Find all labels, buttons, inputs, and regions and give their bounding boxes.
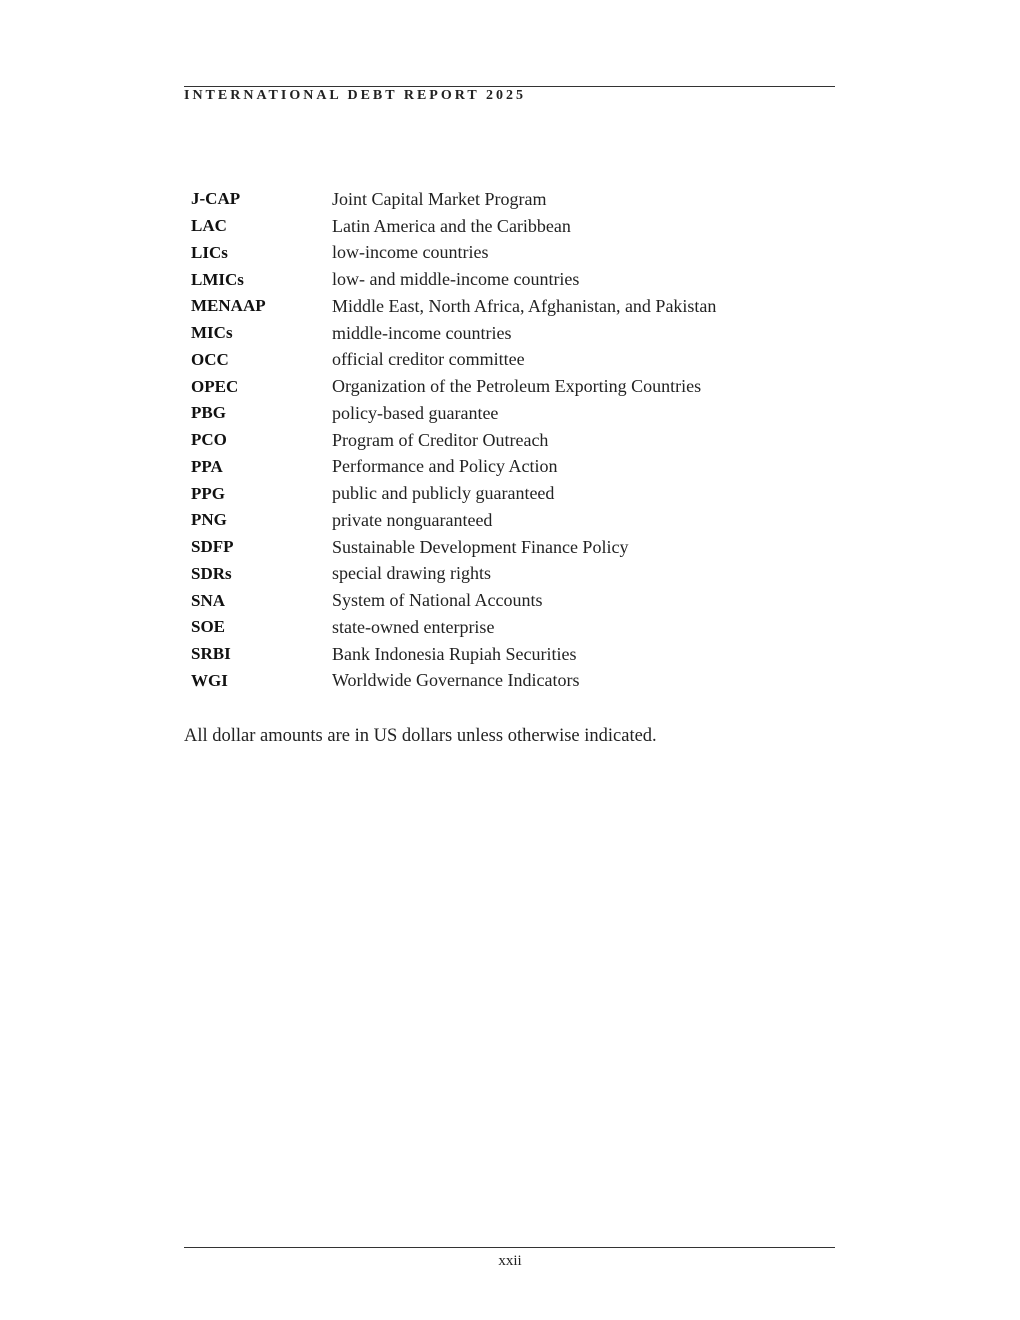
abbreviation-row — [191, 668, 831, 695]
abbreviation-definition: Bank Indonesia Rupiah Securities — [332, 643, 577, 664]
abbreviation-row — [191, 507, 831, 534]
abbreviation-row — [191, 293, 831, 320]
abbreviation-definition: System of National Accounts — [332, 590, 543, 611]
abbreviation-term: LICs — [191, 242, 228, 262]
abbreviation-term: MICs — [191, 323, 233, 343]
abbreviation-row — [191, 266, 831, 293]
abbreviation-row — [191, 400, 831, 427]
abbreviation-term: LMICs — [191, 269, 244, 289]
abbreviation-term: SOE — [191, 617, 226, 637]
abbreviation-definition: private nonguaranteed — [332, 509, 493, 530]
abbreviation-row — [191, 561, 831, 588]
abbreviation-definition: low- and middle-income countries — [332, 269, 580, 290]
abbreviation-term: J-CAP — [191, 189, 241, 209]
abbreviation-term: SDFP — [191, 537, 234, 557]
abbreviation-definition: Organization of the Petroleum Exporting Countries — [332, 376, 702, 397]
abbreviation-row — [191, 186, 831, 213]
abbreviation-definition: low-income countries — [332, 242, 489, 263]
running-head: INTERNATIONAL DEBT REPORT 2025 — [184, 88, 526, 103]
abbreviation-definition: Joint Capital Market Program — [332, 188, 547, 209]
abbreviation-term: PNG — [191, 510, 227, 530]
abbreviation-row — [191, 454, 831, 481]
abbreviation-row — [191, 534, 831, 561]
abbreviation-row — [191, 320, 831, 347]
abbreviation-list — [191, 186, 831, 694]
abbreviation-term: PPA — [191, 456, 223, 476]
abbreviation-definition: Middle East, North Africa, Afghanistan, and Pakistan — [332, 295, 717, 316]
abbreviation-definition: Sustainable Development Finance Policy — [332, 536, 629, 557]
abbreviation-row — [191, 587, 831, 614]
abbreviation-row — [191, 427, 831, 454]
abbreviation-term: PPG — [191, 483, 225, 503]
abbreviation-definition: Latin America and the Caribbean — [332, 215, 571, 236]
page-number: xxii — [498, 1253, 522, 1269]
abbreviation-term: SNA — [191, 590, 226, 610]
abbreviation-definition: special drawing rights — [332, 563, 491, 584]
abbreviation-term: SDRs — [191, 563, 232, 583]
abbreviation-row — [191, 240, 831, 267]
abbreviation-term: PBG — [191, 403, 226, 423]
abbreviation-term: MENAAP — [191, 296, 266, 316]
abbreviation-row — [191, 373, 831, 400]
abbreviation-term: WGI — [191, 670, 228, 690]
abbreviation-definition: middle-income countries — [332, 322, 512, 343]
abbreviation-definition: Performance and Policy Action — [332, 456, 558, 477]
abbreviation-definition: Program of Creditor Outreach — [332, 429, 549, 450]
abbreviation-row — [191, 614, 831, 641]
abbreviation-definition: policy-based guarantee — [332, 402, 499, 423]
abbreviation-term: OCC — [191, 349, 229, 369]
abbreviation-row — [191, 347, 831, 374]
abbreviation-term: SRBI — [191, 644, 231, 664]
abbreviation-term: PCO — [191, 430, 227, 450]
abbreviation-row — [191, 641, 831, 668]
abbreviation-definition: public and publicly guaranteed — [332, 483, 555, 504]
abbreviation-definition: official creditor committee — [332, 349, 525, 370]
abbreviation-term: LAC — [191, 216, 227, 236]
abbreviation-definition: Worldwide Governance Indicators — [332, 670, 580, 691]
abbreviation-term: OPEC — [191, 376, 239, 396]
abbreviation-row — [191, 480, 831, 507]
abbreviation-row — [191, 213, 831, 240]
footer-rule — [184, 1247, 835, 1248]
currency-note: All dollar amounts are in US dollars unless otherwise indicated. — [184, 726, 657, 746]
header-rule — [184, 86, 835, 87]
abbreviation-definition: state-owned enterprise — [332, 616, 495, 637]
